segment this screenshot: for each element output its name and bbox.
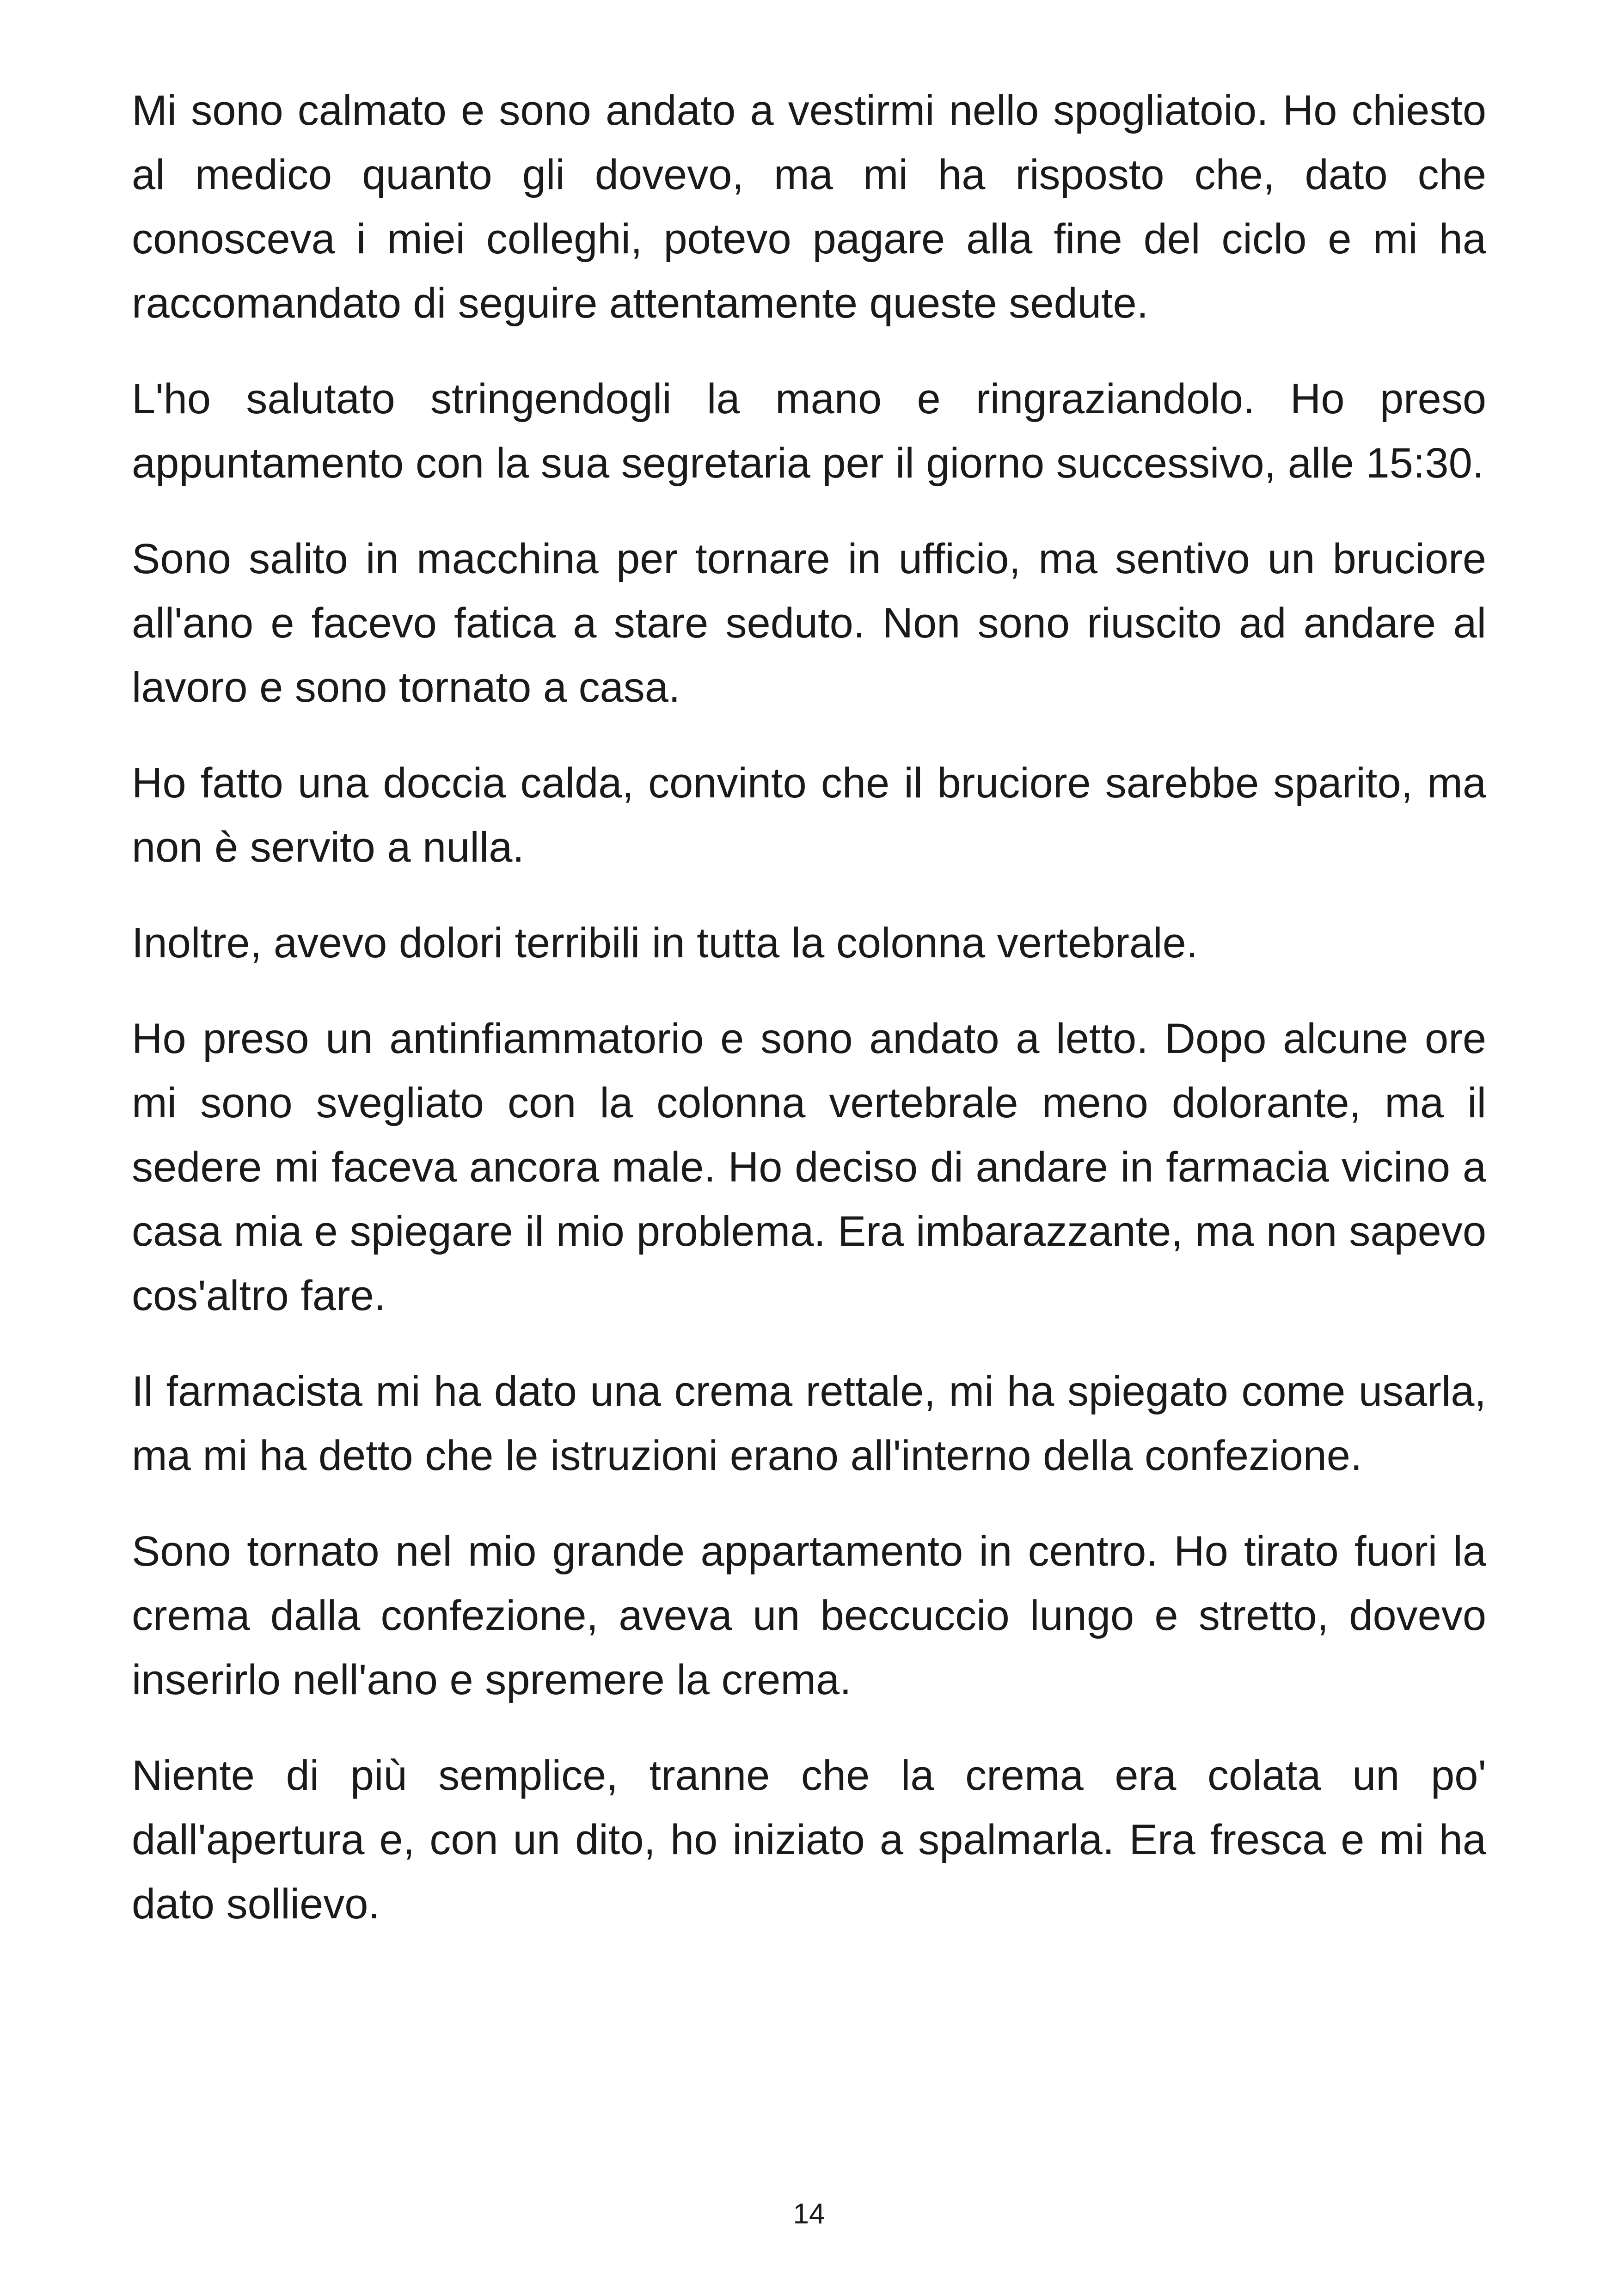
paragraph: Ho preso un antinfiammatorio e sono andato a letto. Dopo alcune ore mi sono svegliato con la colonna vertebrale meno dolorante, ma il sedere mi faceva ancora male. Ho deciso di andare in farmacia vicino a casa mia e spiegare il mio problema. Era imbarazzante, ma non sapevo cos'altro fare. [132,1015,1486,1319]
paragraph: Niente di più semplice, tranne che la crema era colata un po' dall'apertura e, con un dito, ho iniziato a spalmarla. Era fresca e mi ha dato sollievo. [132,1752,1486,1928]
body-text [132,79,1486,1968]
paragraph: Il farmacista mi ha dato una crema rettale, mi ha spiegato come usarla, ma mi ha detto che le istruzioni erano all'interno della confezione. [132,1368,1486,1479]
page-number: 14 [793,2198,825,2230]
paragraph: Ho fatto una doccia calda, convinto che il bruciore sarebbe sparito, ma non è servito a nulla. [132,759,1486,871]
paragraph: Inoltre, avevo dolori terribili in tutta la colonna vertebrale. [132,919,1198,967]
paragraph: L'ho salutato stringendogli la mano e ringraziandolo. Ho preso appuntamento con la sua segretaria per il giorno successivo, alle 15:30. [132,375,1486,487]
paragraph: Mi sono calmato e sono andato a vestirmi nello spogliatoio. Ho chiesto al medico quanto gli dovevo, ma mi ha risposto che, dato che conosceva i miei colleghi, potevo pagare alla fine del ciclo e mi ha raccomandato di seguire attentamente queste sedute. [132,87,1486,327]
paragraph: Sono tornato nel mio grande appartamento in centro. Ho tirato fuori la crema dalla confezione, aveva un beccuccio lungo e stretto, dovevo inserirlo nell'ano e spremere la crema. [132,1528,1486,1703]
paragraph: Sono salito in macchina per tornare in ufficio, ma sentivo un bruciore all'ano e facevo fatica a stare seduto. Non sono riuscito ad andare al lavoro e sono tornato a casa. [132,535,1486,711]
